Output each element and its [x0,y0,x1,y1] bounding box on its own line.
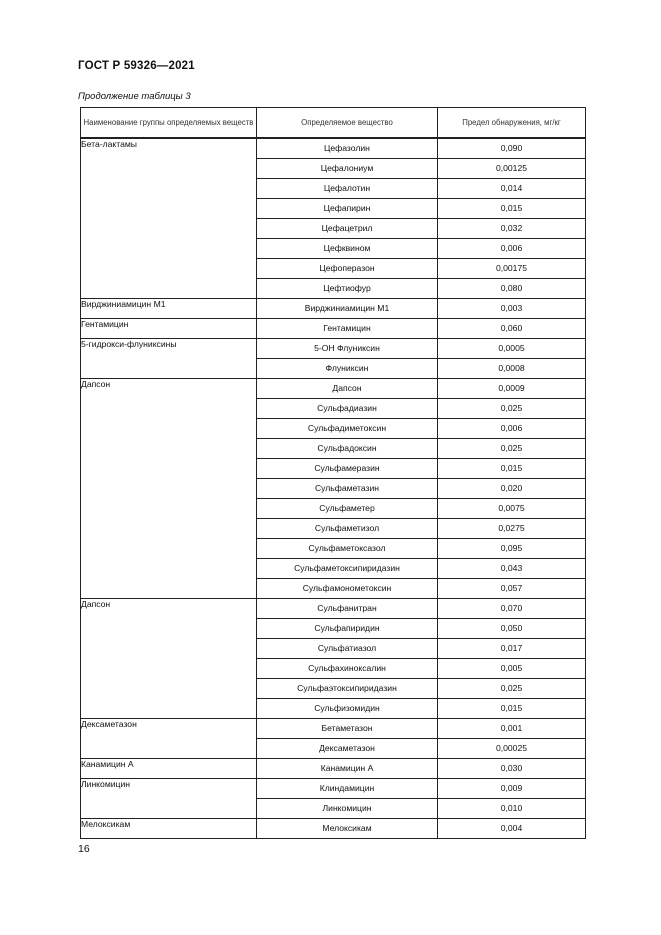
substance-cell: Дапсон [257,379,438,399]
substance-cell: Сульфаметоксипиридазин [257,559,438,579]
detection-limit-cell: 0,00175 [438,259,586,279]
detection-limit-cell: 0,001 [438,719,586,739]
substance-cell: Дексаметазон [257,739,438,759]
standard-header: ГОСТ Р 59326—2021 [78,60,195,72]
substance-cell: Сульфадиазин [257,399,438,419]
detection-limit-cell: 0,090 [438,138,586,159]
substance-cell: Цефалониум [257,159,438,179]
detection-limit-cell: 0,00125 [438,159,586,179]
detection-limit-cell: 0,0008 [438,359,586,379]
detection-limit-cell: 0,017 [438,639,586,659]
substance-cell: Сульфатиазол [257,639,438,659]
group-name-cell: Дексаметазон [81,719,257,759]
table-row [81,599,586,619]
detection-limit-cell: 0,070 [438,599,586,619]
detection-limit-cell: 0,010 [438,799,586,819]
detection-limit-cell: 0,0075 [438,499,586,519]
detection-limit-cell: 0,095 [438,539,586,559]
group-name-cell: Мелоксикам [81,819,257,839]
substance-cell: Линкомицин [257,799,438,819]
table-row [81,379,586,399]
detection-limit-cell: 0,080 [438,279,586,299]
substance-cell: Цефазолин [257,138,438,159]
substance-cell: Сульфамонометоксин [257,579,438,599]
group-name-cell: Линкомицин [81,779,257,819]
substance-cell: Сульфаметер [257,499,438,519]
substance-cell: Вирджиниамицин М1 [257,299,438,319]
substance-cell: Клиндамицин [257,779,438,799]
detection-limit-cell: 0,003 [438,299,586,319]
detection-limit-cell: 0,025 [438,439,586,459]
detection-limit-cell: 0,015 [438,199,586,219]
detection-limit-cell: 0,009 [438,779,586,799]
table-row [81,719,586,739]
group-name-cell: Бета-лактамы [81,138,257,299]
substance-cell: Цефтиофур [257,279,438,299]
substance-cell: Сульфаметизол [257,519,438,539]
substance-cell: Сульфапиридин [257,619,438,639]
detection-limit-cell: 0,00025 [438,739,586,759]
table-row [81,138,586,159]
table-row [81,779,586,799]
table-caption: Продолжение таблицы 3 [78,91,191,102]
substance-cell: Сульфизомидин [257,699,438,719]
substance-cell: Канамицин А [257,759,438,779]
detection-limit-cell: 0,015 [438,459,586,479]
group-name-cell: Дапсон [81,379,257,599]
group-name-cell: Дапсон [81,599,257,719]
detection-limit-cell: 0,006 [438,239,586,259]
group-name-cell: 5-гидрокси-флуниксины [81,339,257,379]
substance-cell: 5-ОН Флуниксин [257,339,438,359]
substance-cell: Флуниксин [257,359,438,379]
table-header-row [81,108,586,139]
detection-limit-cell: 0,032 [438,219,586,239]
substance-cell: Цефалотин [257,179,438,199]
detection-limit-cell: 0,004 [438,819,586,839]
substance-cell: Сульфадиметоксин [257,419,438,439]
detection-limit-cell: 0,043 [438,559,586,579]
substance-cell: Сульфаэтоксипиридазин [257,679,438,699]
substance-cell: Цефквином [257,239,438,259]
detection-limit-cell: 0,0275 [438,519,586,539]
detection-limit-cell: 0,050 [438,619,586,639]
detection-limit-cell: 0,006 [438,419,586,439]
column-header-group: Наименование группы определяемых веществ [81,108,257,139]
substance-cell: Цефапирин [257,199,438,219]
column-header-substance: Определяемое вещество [257,108,438,139]
substance-cell: Сульфадоксин [257,439,438,459]
detection-limit-cell: 0,014 [438,179,586,199]
substance-cell: Сульфанитран [257,599,438,619]
table-row [81,339,586,359]
substance-cell: Сульфаметоксазол [257,539,438,559]
substance-cell: Бетаметазон [257,719,438,739]
substance-cell: Сульфамеразин [257,459,438,479]
detection-limit-cell: 0,0005 [438,339,586,359]
substance-cell: Цефацетрил [257,219,438,239]
page-number: 16 [78,843,90,855]
table-row [81,759,586,779]
substance-cell: Сульфаметазин [257,479,438,499]
detection-limit-cell: 0,025 [438,399,586,419]
group-name-cell: Канамицин А [81,759,257,779]
table-body [81,138,586,839]
detection-limit-cell: 0,0009 [438,379,586,399]
group-name-cell: Гентамицин [81,319,257,339]
detection-limit-cell: 0,060 [438,319,586,339]
detection-limit-cell: 0,057 [438,579,586,599]
substance-cell: Мелоксикам [257,819,438,839]
detection-limit-cell: 0,015 [438,699,586,719]
substance-cell: Гентамицин [257,319,438,339]
table-row [81,819,586,839]
detection-limit-cell: 0,005 [438,659,586,679]
substance-cell: Сульфахиноксалин [257,659,438,679]
column-header-limit: Предел обнаружения, мг/кг [438,108,586,139]
detection-limit-cell: 0,030 [438,759,586,779]
data-table [80,107,586,839]
table-row [81,299,586,319]
substance-cell: Цефоперазон [257,259,438,279]
detection-limit-cell: 0,025 [438,679,586,699]
group-name-cell: Вирджиниамицин М1 [81,299,257,319]
table-row [81,319,586,339]
detection-limit-cell: 0,020 [438,479,586,499]
